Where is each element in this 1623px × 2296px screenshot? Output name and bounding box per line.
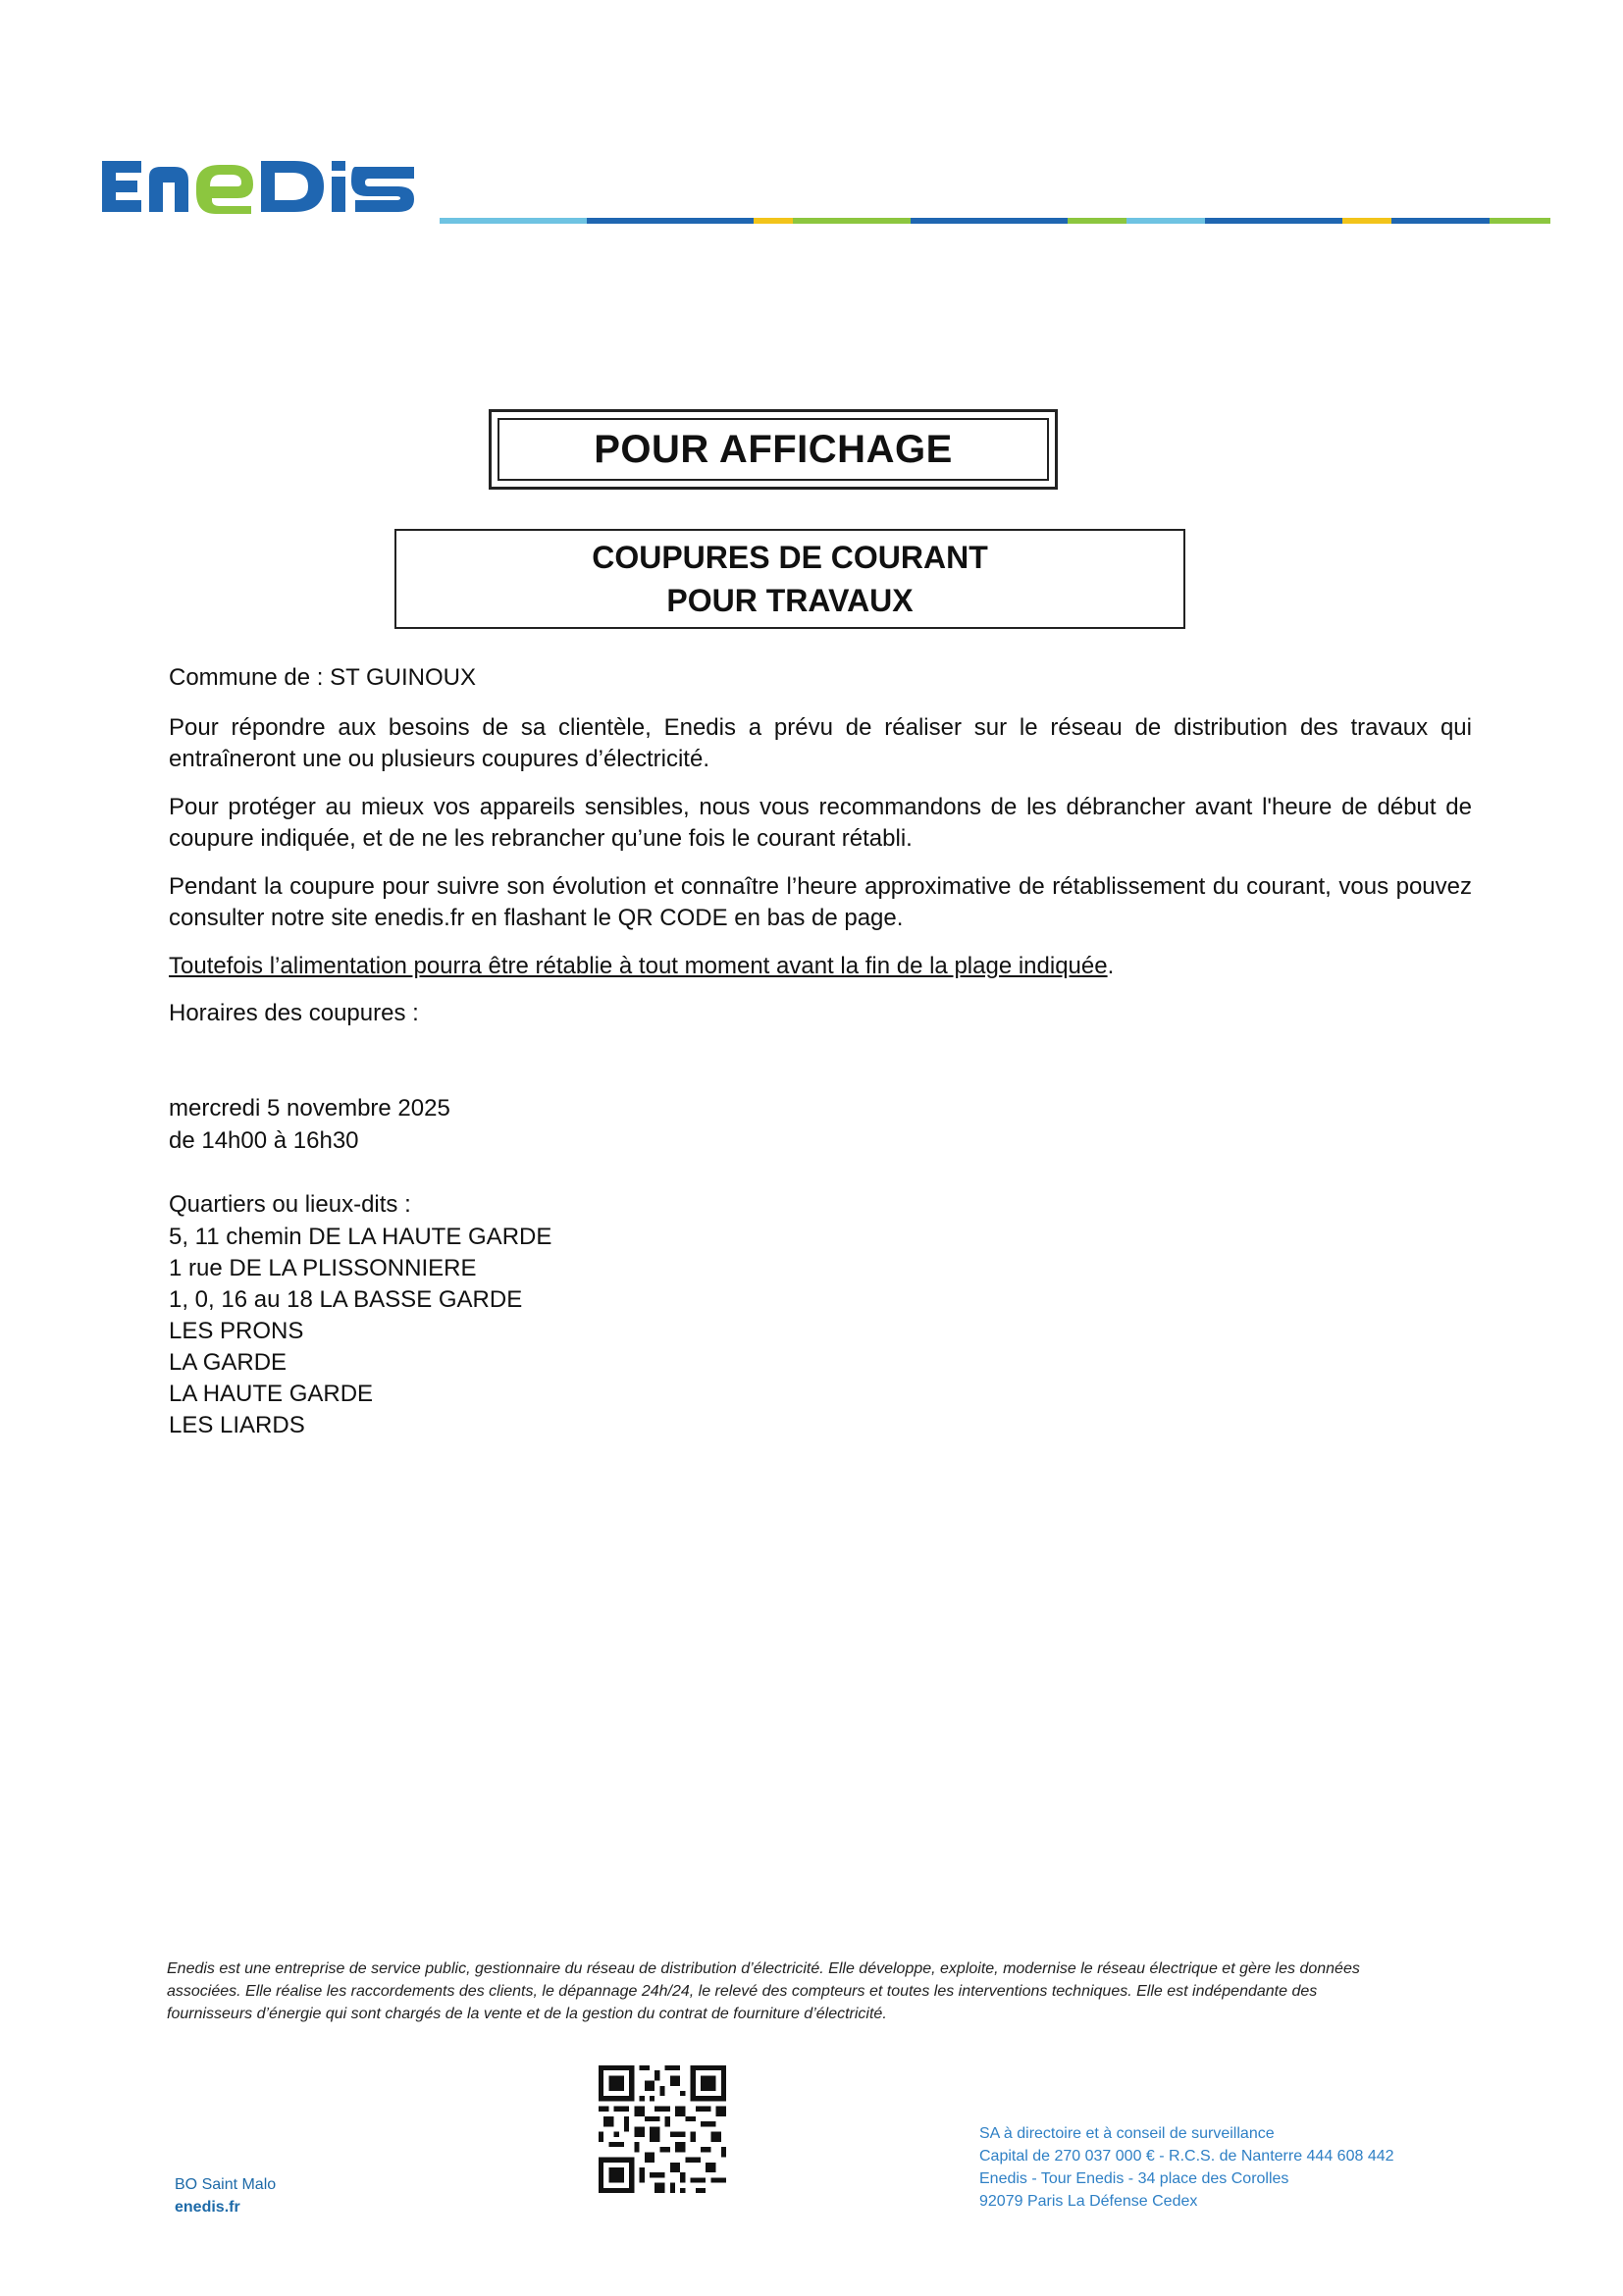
list-item: LA HAUTE GARDE: [169, 1381, 374, 1407]
list-item: 5, 11 chemin DE LA HAUTE GARDE: [169, 1224, 552, 1250]
qr-code-icon[interactable]: [599, 2065, 726, 2193]
website-link[interactable]: enedis.fr: [175, 2199, 240, 2216]
footer-line: associées. Elle réalise les raccordements des clients, le dépannage 24h/24, le relevé des compteurs et toutes les interventions techniques. Elle est indépendante des: [167, 1983, 1318, 2000]
footer-legal: [167, 1957, 1433, 2025]
paragraph-3: Pendant la coupure pour suivre son évolution et connaître l’heure approximative de rétablissement du courant, vous pouvez consulter notre site enedis.fr en flashant le QR CODE en bas de page.: [169, 873, 1472, 931]
warning-end: .: [1107, 953, 1115, 979]
quartiers-label: Quartiers ou lieux-dits :: [169, 1191, 411, 1218]
company-line: Capital de 270 037 000 € - R.C.S. de Nanterre 444 608 442: [979, 2148, 1394, 2165]
title-text: POUR AFFICHAGE: [497, 418, 1049, 481]
commune: Commune de : ST GUINOUX: [169, 664, 476, 691]
company-line: 92079 Paris La Défense Cedex: [979, 2193, 1198, 2210]
schedule-time: de 14h00 à 16h30: [169, 1127, 359, 1154]
list-item: LES PRONS: [169, 1318, 304, 1344]
title-box: [489, 409, 1058, 490]
quartiers-list: [169, 1222, 551, 1441]
subtitle-line-1: COUPURES DE COURANT: [592, 540, 988, 575]
list-item: 1, 0, 16 au 18 LA BASSE GARDE: [169, 1286, 523, 1313]
list-item: LA GARDE: [169, 1349, 288, 1376]
horaires-label: Horaires des coupures :: [169, 1000, 419, 1026]
subtitle-line-2: POUR TRAVAUX: [666, 583, 914, 618]
paragraph-2: Pour protéger au mieux vos appareils sensibles, nous vous recommandons de les débrancher avant l'heure de début de coupure indiquée, et de ne les rebrancher qu’une fois le courant rétabli.: [169, 794, 1472, 852]
footer-line: fournisseurs d’énergie qui sont chargés de la vente et de la gestion du contrat de fourniture d’électricité.: [167, 2006, 887, 2022]
header-rule: [440, 218, 1550, 224]
list-item: LES LIARDS: [169, 1412, 305, 1438]
agency-name: BO Saint Malo: [175, 2176, 277, 2193]
footer-line: Enedis est une entreprise de service public, gestionnaire du réseau de distribution d’électricité. Elle développe, exploite, modernise le réseau électrique et gère les données: [167, 1960, 1360, 1977]
footer-right: [979, 2122, 1394, 2213]
company-line: Enedis - Tour Enedis - 34 place des Corolles: [979, 2170, 1289, 2187]
paragraph-1: Pour répondre aux besoins de sa clientèle, Enedis a prévu de réaliser sur le réseau de distribution des travaux qui entraîneront une ou plusieurs coupures d’électricité.: [169, 714, 1472, 772]
list-item: 1 rue DE LA PLISSONNIERE: [169, 1255, 477, 1281]
company-line: SA à directoire et à conseil de surveillance: [979, 2125, 1275, 2142]
schedule-date: mercredi 5 novembre 2025: [169, 1095, 450, 1122]
paragraph-4: [169, 951, 1114, 982]
footer-left: [175, 2173, 276, 2218]
warning-underlined: Toutefois l’alimentation pourra être rétablie à tout moment avant la fin de la plage indiquée: [169, 953, 1108, 979]
subtitle-box: [394, 529, 1185, 629]
enedis-logo: [98, 147, 432, 226]
